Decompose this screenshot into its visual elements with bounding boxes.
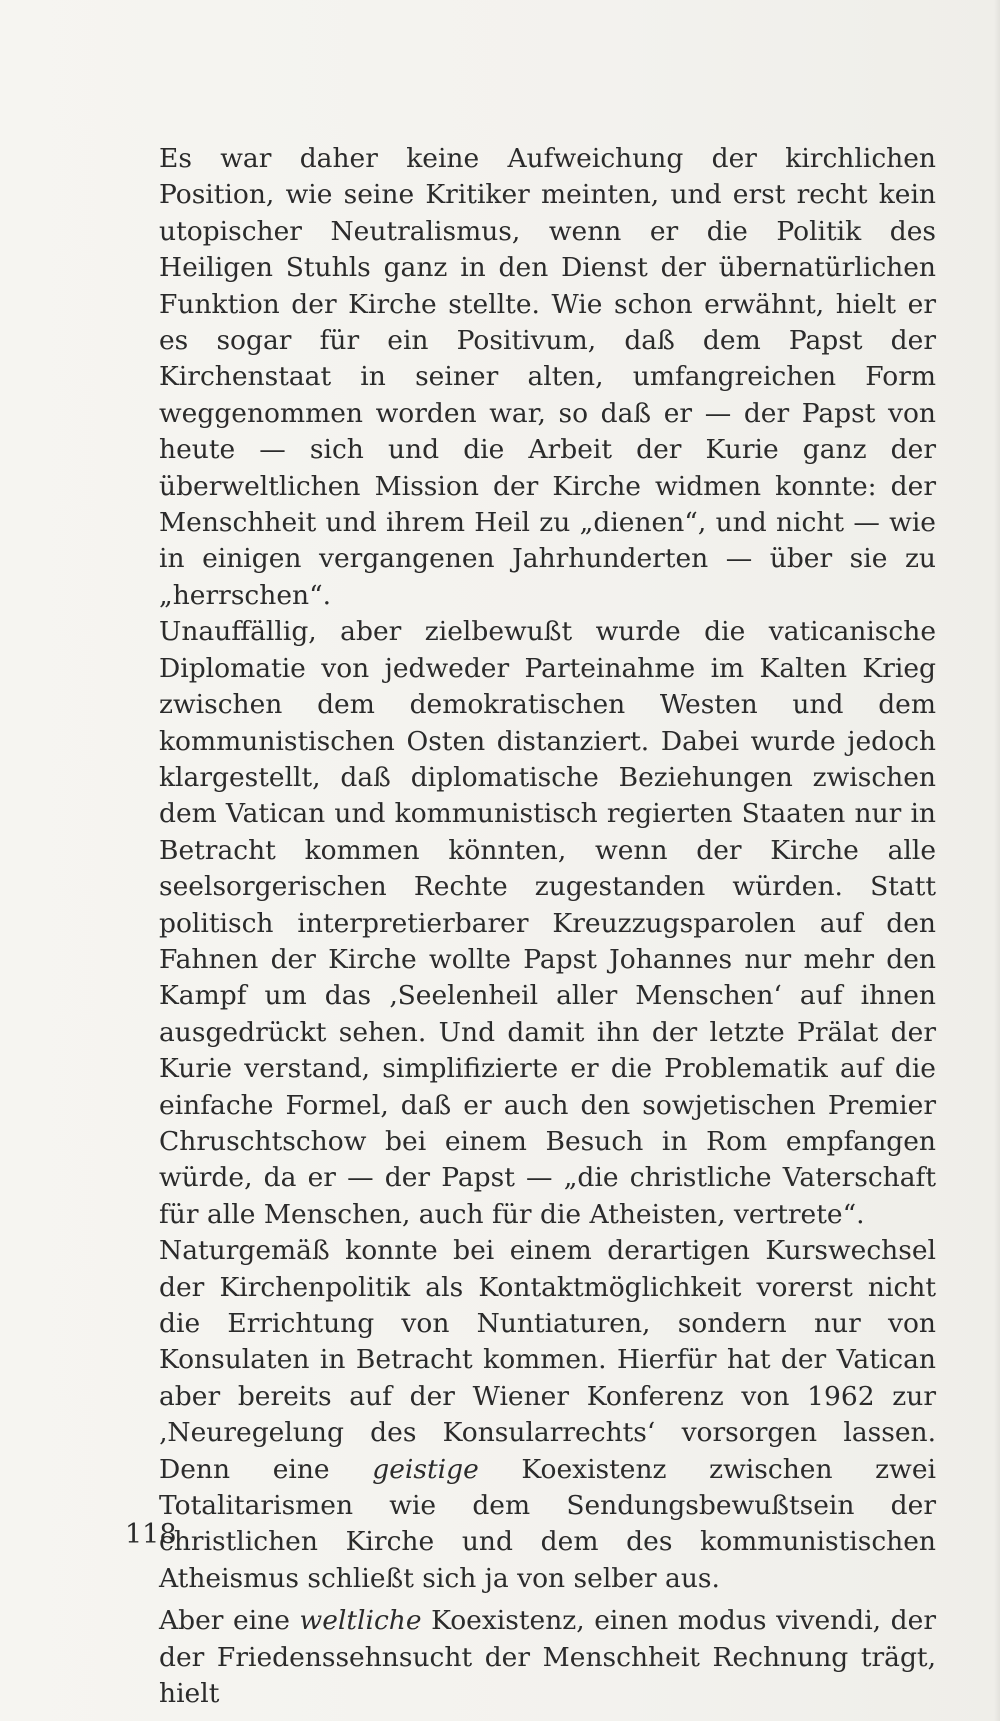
paragraph-3 (159, 1233, 936, 1597)
paragraph-4 (159, 1603, 936, 1712)
body-text (159, 141, 936, 1712)
paragraph-3-before: Naturgemäß konnte bei einem derartigen Kurswechsel der Kirchenpolitik als Kontaktmöglichkeit vorerst nicht die Errichtung von Nuntiaturen, sondern nur von Konsulaten in Betracht kommen. Hierfür hat der Vatican aber bereits auf der Wiener Konferenz von 1962 zur ‚Neuregelung des Konsularrechts‘ vorsorgen lassen. Denn eine (159, 1235, 936, 1485)
paragraph-4-italic: weltliche (299, 1605, 422, 1637)
page-edge-shadow (994, 0, 1000, 1721)
paragraph-4-before: Aber eine (159, 1605, 300, 1637)
page-number: 118 (125, 1519, 177, 1550)
paragraph-1: Es war daher keine Aufweichung der kirchlichen Position, wie seine Kritiker meinten, und erst recht kein utopischer Neutralismus, wenn er die Politik des Heiligen Stuhls ganz in den Dienst der übernatürlichen Funktion der Kirche stellte. Wie schon erwähnt, hielt er es sogar für ein Positivum, daß dem Papst der Kirchenstaat in seiner alten, umfangreichen Form weggenommen worden war, so daß er — der Papst von heute — sich und die Arbeit der Kurie ganz der überweltlichen Mission der Kirche widmen konnte: der Menschheit und ihrem Heil zu „dienen“, und nicht — wie in einigen vergangenen Jahrhunderten — über sie zu „herrschen“. (159, 143, 936, 611)
paragraph-3-after: Koexistenz zwischen zwei Totalitarismen wie dem Sendungsbewußtsein der christlichen Kirche und dem des kommunistischen Atheismus schließt sich ja von selber aus. (159, 1453, 936, 1594)
paragraph-2: Unauffällig, aber zielbewußt wurde die vaticanische Diplomatie von jedweder Parteinahme im Kalten Krieg zwischen dem demokratischen Westen und dem kommunistischen Osten distanziert. Dabei wurde jedoch klargestellt, daß diplomatische Beziehungen zwischen dem Vatican und kommunistisch regierten Staaten nur in Betracht kommen könnten, wenn der Kirche alle seelsorgerischen Rechte zugestanden würden. Statt politisch interpretierbarer Kreuzzugsparolen auf den Fahnen der Kirche wollte Papst Johannes nur mehr den Kampf um das ‚Seelenheil aller Menschen‘ auf ihnen ausgedrückt sehen. Und damit ihn der letzte Prälat der Kurie verstand, simplifizierte er die Problematik auf die einfache Formel, daß er auch den sowjetischen Premier Chruschtschow bei einem Besuch in Rom empfangen würde, da er — der Papst — „die christliche Vaterschaft für alle Menschen, auch für die Atheisten, vertrete“. (159, 616, 936, 1230)
paragraph-3-italic: geistige (372, 1453, 479, 1485)
paragraph-4-after: Koexistenz, einen modus vivendi, der der Friedenssehnsucht der Menschheit Rechnung trägt, hielt (159, 1605, 936, 1710)
